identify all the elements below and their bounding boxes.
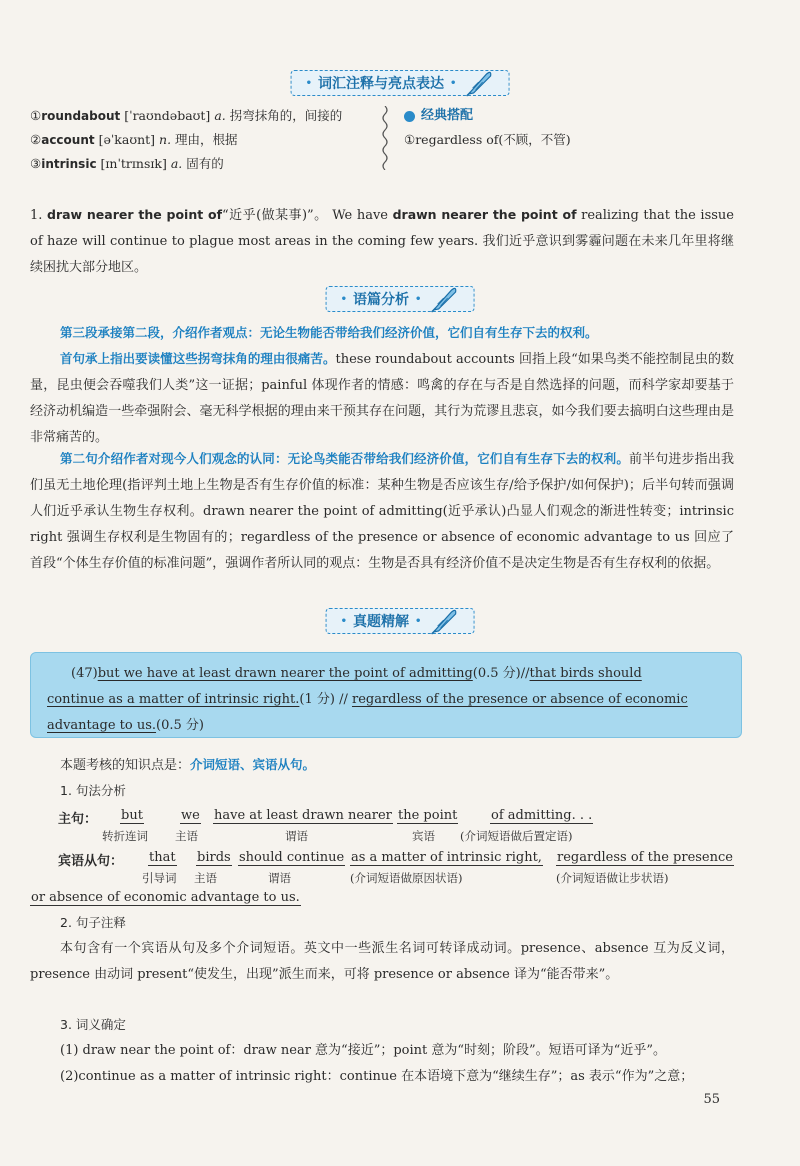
discourse-p2: 首句承上指出要读懂这些拐弯抹角的理由很痛苦。these roundabout accounts 回指上段“如果鸟类不能控制昆虫的数量，昆虫便会吞噬我们人类”这一证据；painful 体现作者的情感：鸣禽的存在与否是自然选择的问题，而科学家却要基于经济动机编造一些牵强附会、毫无科学根据的理由来干预其存在问题，其行为荒谬且悲哀，如今我们要去搞明白这些理由是非常痛苦的。 [30, 351, 734, 445]
bullet-dot-icon [404, 111, 415, 122]
syntax-word: but [121, 808, 143, 823]
syntax-label: 谓语 [285, 829, 308, 843]
syntax-label: 主语 [194, 871, 217, 885]
notes-text: 本句含有一个宾语从句及多个介词短语。英文中一些派生名词可转译成动词。presence、absence 互为反义词，presence 由动词 present“使发生，出现”派生而来，可将 presence or absence 译为“能否带来”。 [30, 941, 734, 982]
section-banner-vocab: • 词汇注释与亮点表达 • [291, 70, 510, 96]
quill-pen-icon [429, 606, 459, 636]
syntax-label: 转折连词 [102, 829, 148, 843]
syntax-word: we [181, 808, 200, 823]
vocab-item: ②account [əˈkaʊnt] n. 理由，根据 [30, 132, 238, 147]
highlight-paragraph: 1. draw nearer the point of“近乎(做某事)”。 We have drawn nearer the point of realizing that the issue of haze will continue to plague most areas in the coming few years. 我们近乎意识到雾霾问题在未来几年里将继续困扰大部分地区。 [30, 207, 734, 275]
chain-divider-icon [380, 106, 390, 170]
object-clause-label: 宾语从句： [58, 854, 124, 869]
vocab-list [30, 104, 380, 176]
answer-line: continue as a matter of intrinsic right.(1 分) // regardless of the presence or absence of economic [47, 692, 688, 707]
syntax-word: as a matter of intrinsic right, [351, 850, 542, 865]
main-clause-label: 主句： [58, 812, 98, 827]
syntax-word: should continue [239, 850, 345, 865]
vocab-item: ③intrinsic [ɪnˈtrɪnsɪk] a. 固有的 [30, 156, 224, 171]
page-number: 55 [703, 1092, 720, 1107]
collocation-block [404, 104, 571, 152]
syntax-word: that [149, 850, 176, 865]
syntax-label: 宾语 [412, 829, 435, 843]
syntax-label: 谓语 [268, 871, 291, 885]
quill-pen-icon [429, 284, 459, 314]
syntax-label: (介词短语做让步状语) [556, 871, 669, 885]
syntax-word: have at least drawn nearer [214, 808, 392, 823]
notes-heading: 2. 句子注释 [60, 915, 126, 930]
section-banner-discourse: • 语篇分析 • [326, 286, 475, 312]
knowledge-points: 本题考核的知识点是：介词短语、宾语从句。 [60, 757, 316, 773]
answer-line: advantage to us.(0.5 分) [47, 718, 204, 733]
meaning-item: (2)continue as a matter of intrinsic right：continue 在本语境下意为“继续生存”；as 表示“作为”之意； [60, 1069, 694, 1084]
syntax-heading: 1. 句法分析 [60, 783, 126, 798]
discourse-p1: 第三段承接第二段，介绍作者观点：无论生物能否带给我们经济价值，它们自有生存下去的权利。 [60, 325, 598, 340]
collocation-title: 经典搭配 [404, 104, 571, 128]
quill-pen-icon [464, 68, 494, 98]
syntax-word: of admitting. . . [491, 808, 593, 823]
syntax-label: 引导词 [142, 871, 177, 885]
answer-box [30, 652, 742, 738]
syntax-word: or absence of economic advantage to us. [31, 890, 300, 905]
syntax-word: regardless of the presence [557, 850, 733, 865]
collocation-item: ①regardless of(不顾，不管) [404, 132, 571, 147]
discourse-p3: 第二句介绍作者对现今人们观念的认同：无论鸟类能否带给我们经济价值，它们自有生存下去的权利。前半句进步指出我们虽无土地伦理(指评判土地上生物是否有生存价值的标准：某种生物是否应该生存/给予保护/如何保护)；后半句转而强调人们近乎承认生物生存权利。drawn nearer the point of admitting(近乎承认)凸显人们观念的渐进性转变；intrinsic right 强调生存权利是生物固有的；regardless of the presence or absence of economic advantage to us 回应了首段“个体生存价值的标准问题”，强调作者所认同的观点：生物是否具有经济价值不是决定生物是否有生存权利的依据。 [30, 451, 734, 571]
syntax-label: (介词短语做后置定语) [460, 829, 573, 843]
syntax-label: (介词短语做原因状语) [350, 871, 463, 885]
syntax-label: 主语 [175, 829, 198, 843]
syntax-word: birds [197, 850, 231, 865]
meaning-item: (1) draw near the point of：draw near 意为“接近”；point 意为“时刻；阶段”。短语可译为“近乎”。 [60, 1043, 666, 1058]
vocab-item: ①roundabout [ˈraʊndəbaʊt] a. 拐弯抹角的，间接的 [30, 108, 343, 123]
syntax-word: the point [398, 808, 458, 823]
section-banner-exam: • 真题精解 • [326, 608, 475, 634]
answer-line: (47)but we have at least drawn nearer the point of admitting(0.5 分)//that birds should [71, 666, 642, 681]
meaning-heading: 3. 词义确定 [60, 1017, 126, 1032]
